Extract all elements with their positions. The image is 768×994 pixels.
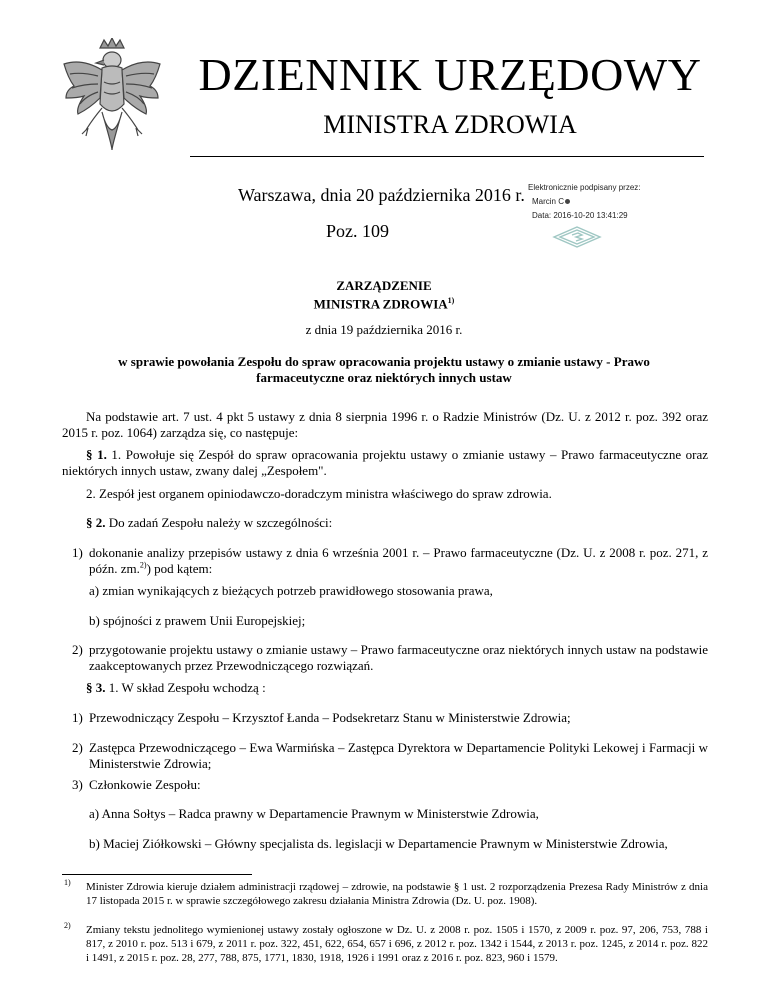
signature-date: Data: 2016-10-20 13:41:29 bbox=[532, 211, 628, 220]
footnote-divider bbox=[62, 874, 252, 875]
signature-label: Elektronicznie podpisany przez: bbox=[528, 183, 641, 192]
publication-date: Warszawa, dnia 20 października 2016 r. bbox=[238, 185, 525, 205]
preamble: Na podstawie art. 7 ust. 4 pkt 5 ustawy z dnia 8 sierpnia 1996 r. o Radzie Ministrów (Dz. U. z 2012 r. poz. 392 oraz 2015 r. poz. 1064) zarządza się, co następuje: bbox=[62, 409, 708, 440]
footnote-1-number: 1) bbox=[64, 878, 71, 887]
signature-mark-icon bbox=[565, 199, 570, 204]
list-number: 1) bbox=[72, 710, 83, 725]
section-3-item-3: Członkowie Zespołu: bbox=[89, 777, 201, 792]
journal-title: DZIENNIK URZĘDOWY bbox=[198, 49, 702, 100]
section-2-item-1-b: b) spójności z prawem Unii Europejskiej; bbox=[89, 613, 306, 628]
list-number: 2) bbox=[72, 740, 83, 755]
section-1-paragraph-1: § 1. 1. Powołuje się Zespół do spraw opracowania projektu ustawy o zmianie ustawy – Prawo farmaceutyczne oraz niektórych innych ustaw, zwany dalej „Zespołem". bbox=[62, 447, 709, 478]
document-type bbox=[0, 278, 768, 311]
journal-subtitle: MINISTRA ZDROWIA bbox=[323, 110, 577, 139]
document-type-line2: MINISTRA ZDROWIA$^{1)}$ bbox=[313, 296, 455, 312]
section-3-item-1: Przewodniczący Zespołu – Krzysztof Łanda – Podsekretarz Stanu w Ministerstwie Zdrowia; bbox=[89, 710, 571, 725]
section-3-item-2: Zastępca Przewodniczącego – Ewa Warmińska – Zastępca Dyrektora w Departamencie Polityki Lekowej i Farmacji w Ministerstwie Zdrowia; bbox=[89, 740, 708, 771]
signature-stamp-icon bbox=[552, 225, 602, 249]
eagle-emblem-icon bbox=[58, 38, 166, 160]
document-subject: w sprawie powołania Zespołu do spraw opracowania projektu ustawy o zmianie ustawy - Prawo farmaceutyczne oraz niektórych innych ustaw bbox=[118, 354, 650, 385]
position-number: Poz. 109 bbox=[326, 221, 389, 241]
footnote-ref[interactable]: 1) bbox=[447, 296, 455, 305]
list-number: 1) bbox=[72, 545, 83, 560]
section-2-item-1: dokonanie analizy przepisów ustawy z dnia 6 września 2001 r. – Prawo farmaceutyczne (Dz. U. z 2008 r. poz. 271, z późn. zm.$^{2)}$) pod kątem: bbox=[89, 545, 708, 576]
footnote-1-text: Minister Zdrowia kieruje działem administracji rządowej – zdrowie, na podstawie § 1 ust. 2 rozporządzenia Prezesa Rady Ministrów z dnia 17 listopada 2015 r. w sprawie szczegółowego zakresu działania Ministra Zdrowia (Dz. U. poz. 1908). bbox=[86, 881, 708, 907]
section-3-item-3-b: b) Maciej Ziółkowski – Główny specjalista ds. legislacji w Departamencie Prawnym w Ministerstwie Zdrowia, bbox=[89, 836, 668, 851]
section-1-paragraph-2: 2. Zespół jest organem opiniodawczo-doradczym ministra właściwego do spraw zdrowia. bbox=[86, 486, 552, 501]
document-date: z dnia 19 października 2016 r. bbox=[305, 322, 463, 337]
list-number: 3) bbox=[72, 777, 83, 792]
section-2-item-1-a: a) zmian wynikających z bieżących potrzeb prawidłowego stosowania prawa, bbox=[89, 583, 493, 598]
footnote-2-number: 2) bbox=[64, 921, 71, 930]
section-3-item-3-a: a) Anna Sołtys – Radca prawny w Departamencie Prawnym w Ministerstwie Zdrowia, bbox=[89, 806, 539, 821]
section-2-item-2: przygotowanie projektu ustawy o zmianie ustawy – Prawo farmaceutyczne oraz niektórych innych ustaw na podstawie zaakceptowanych przez Przewodniczącego rozwiązań. bbox=[89, 642, 708, 673]
footnote-ref[interactable]: 2) bbox=[139, 560, 147, 570]
document-type-line1: ZARZĄDZENIE bbox=[336, 278, 432, 293]
header-divider bbox=[190, 156, 704, 157]
list-number: 2) bbox=[72, 642, 83, 657]
signature-signer: Marcin C bbox=[528, 195, 728, 209]
footnote-2-text: Zmiany tekstu jednolitego wymienionej ustawy zostały ogłoszone w Dz. U. z 2008 r. poz. 1505 i 1570, z 2009 r. poz. 97, 206, 753, 788 i 817, z 2010 r. poz. 513 i 679, z 2011 r. poz. 322, 451, 622, 654, 657 i 696, z 2012 r. poz. 1342 i 1544, z 2013 r. poz. 1245, z 2014 r. poz. 822 i 1491, z 2015 r. poz. 28, 277, 788, 875, 1771, 1830, 1918, 1926 i 1991 oraz z 2016 r. poz. 823, 960 i 1579. bbox=[86, 924, 708, 964]
electronic-signature bbox=[528, 181, 728, 223]
section-2-intro: § 2. Do zadań Zespołu należy w szczególności: bbox=[86, 515, 333, 530]
section-3-intro: § 3. 1. W skład Zespołu wchodzą : bbox=[86, 680, 266, 695]
